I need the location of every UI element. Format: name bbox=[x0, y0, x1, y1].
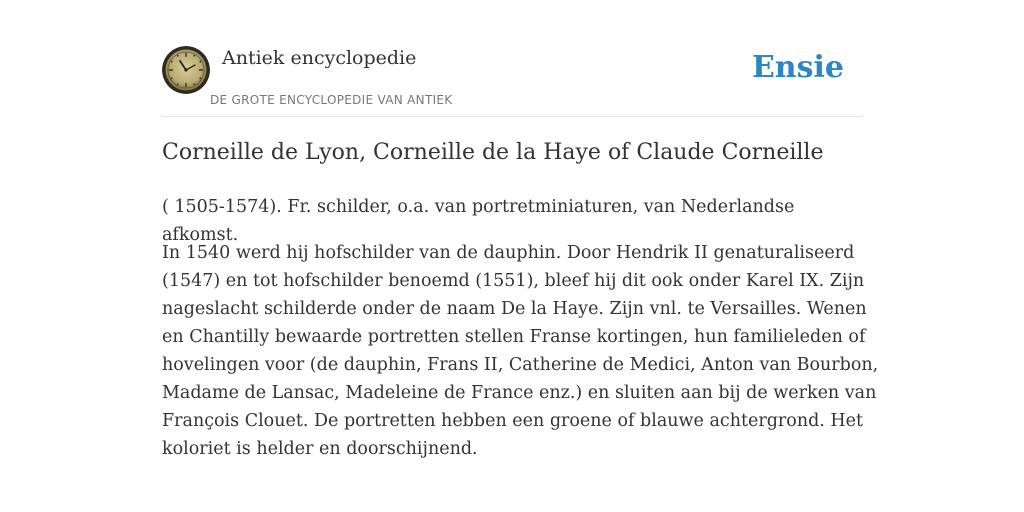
ensie-brand-link[interactable]: Ensie bbox=[751, 50, 844, 85]
site-tagline: DE GROTE ENCYCLOPEDIE VAN ANTIEK bbox=[210, 93, 453, 107]
article-body-line: koloriet is helder en doorschijnend. bbox=[162, 439, 478, 459]
article-body-line: hovelingen voor (de dauphin, Frans II, Catherine de Medici, Anton van Bourbon, bbox=[162, 355, 879, 375]
site-header bbox=[162, 40, 862, 117]
article-body-line: (1547) en tot hofschilder benoemd (1551), bleef hij dit ook onder Karel IX. Zijn bbox=[162, 271, 865, 291]
clock-icon[interactable] bbox=[162, 46, 210, 94]
article-body-line: en Chantilly bewaarde portretten stellen Franse kortingen, hun familieleden of bbox=[162, 327, 866, 347]
site-name-link[interactable]: Antiek encyclopedie bbox=[222, 47, 417, 69]
article-title: Corneille de Lyon, Corneille de la Haye of Claude Corneille bbox=[162, 140, 824, 165]
article-body-line: In 1540 werd hij hofschilder van de dauphin. Door Hendrik II genaturaliseerd bbox=[162, 243, 855, 263]
article-body-line: nageslacht schilderde onder de naam De la Haye. Zijn vnl. te Versailles. Wenen bbox=[162, 299, 867, 319]
article-body-line: Madame de Lansac, Madeleine de France enz.) en sluiten aan bij de werken van bbox=[162, 383, 877, 403]
article-intro: ( 1505-1574). Fr. schilder, o.a. van portretminiaturen, van Nederlandse afkomst. bbox=[162, 197, 795, 245]
article-body bbox=[162, 239, 879, 463]
article-body-line: François Clouet. De portretten hebben een groene of blauwe achtergrond. Het bbox=[162, 411, 864, 431]
